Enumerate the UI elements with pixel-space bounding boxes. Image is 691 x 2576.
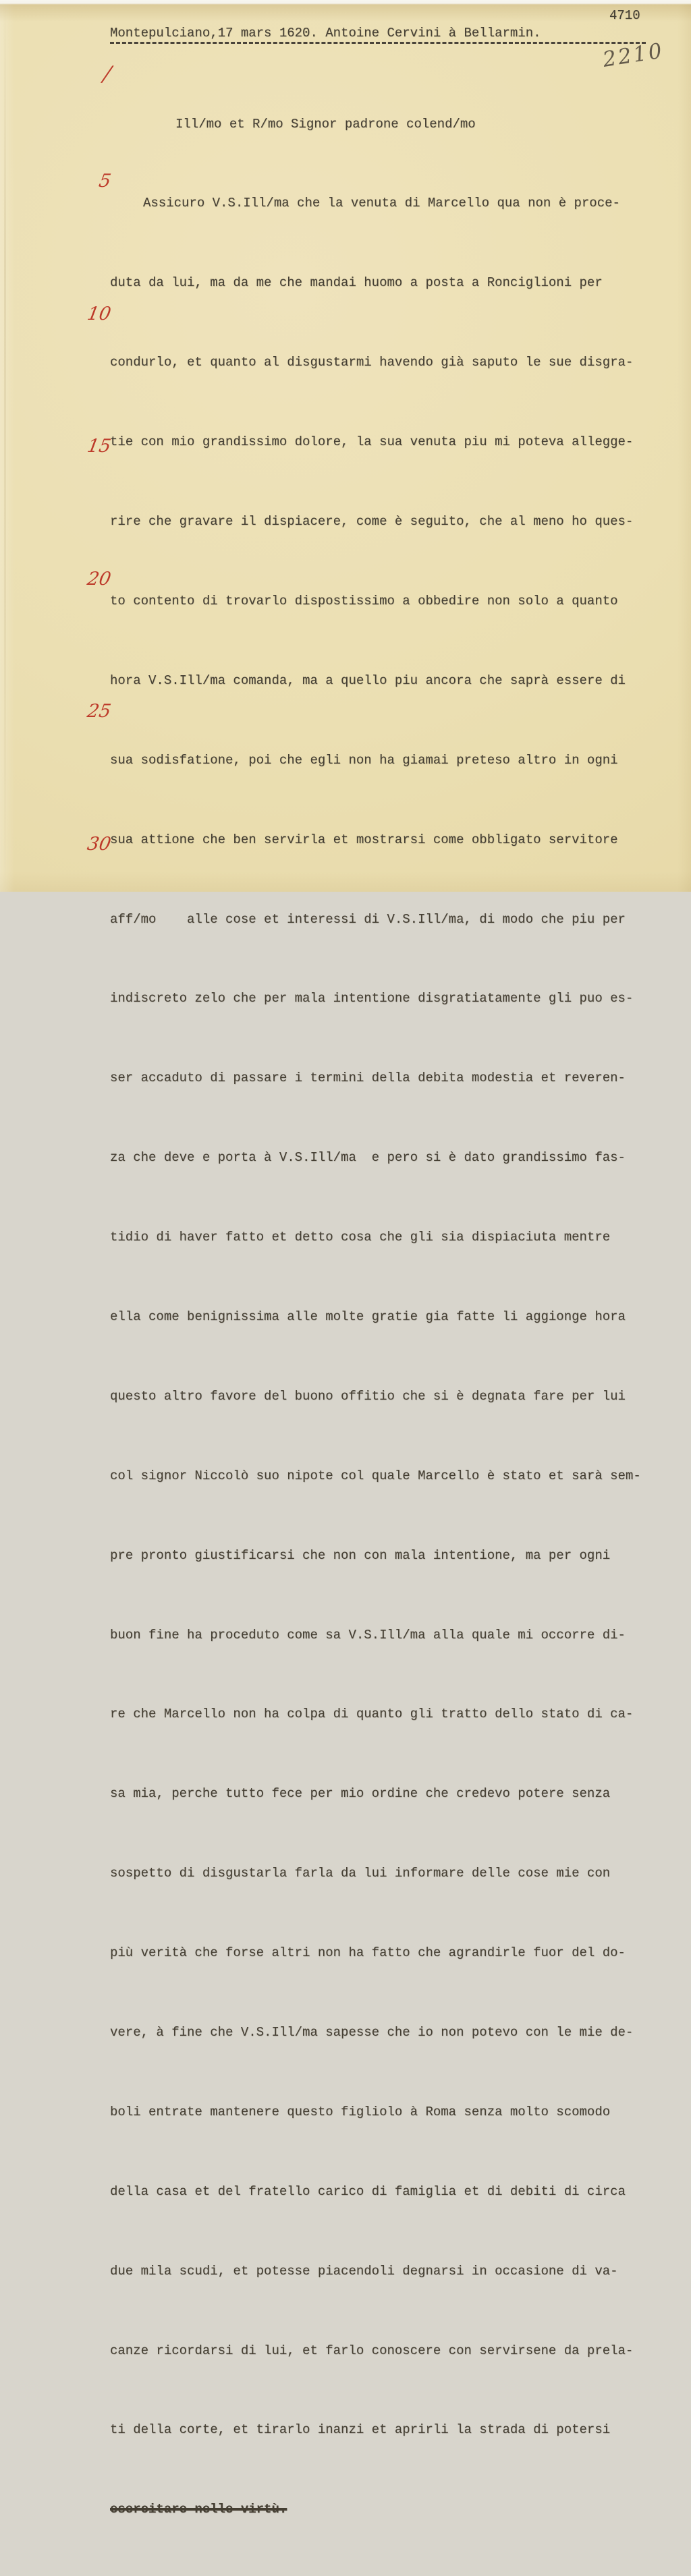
- letter-line: col signor Niccolò suo nipote col quale Marcello è stato et sarà sem-: [110, 1468, 641, 1483]
- folio-number: 4710: [609, 8, 640, 23]
- letter-line: più verità che forse altri non ha fatto che agrandirle fuor del do-: [110, 1945, 626, 1961]
- paper-crease: [4, 0, 6, 892]
- letter-line: re che Marcello non ha colpa di quanto gli tratto dello stato di ca-: [110, 1707, 634, 1722]
- letter-line: za che deve e porta à V.S.Ill/ma e pero si è dato grandissimo fas-: [110, 1150, 626, 1166]
- letter-line: pre pronto giustificarsi che non con mala intentione, ma per ogni: [110, 1547, 611, 1563]
- letter-line: indiscreto zelo che per mala intentione disgratiatamente gli puo es-: [110, 991, 634, 1006]
- margin-line-number-30: 30: [85, 834, 113, 855]
- margin-line-number-1: /: [101, 62, 113, 86]
- letter-line: vere, à fine che V.S.Ill/ma sapesse che io non potevo con le mie de-: [110, 2024, 634, 2040]
- letter-line: sua attione che ben servirla et mostrarsi come obbligato servitore: [110, 832, 618, 847]
- letter-line: sa mia, perche tutto fece per mio ordine che credevo potere senza: [110, 1786, 611, 1802]
- struck-closing-line: esercitare nelle virtù.: [110, 2502, 287, 2517]
- letter-line: Assicuro V.S.Ill/ma che la venuta di Marcello qua non è proce-: [143, 196, 620, 211]
- letter-line: duta da lui, ma da me che mandai huomo a posta a Ronciglioni per: [110, 275, 603, 291]
- letter-line: sua sodisfatione, poi che egli non ha giamai preteso altro in ogni: [110, 752, 618, 768]
- heading-dashed-underline: [110, 42, 646, 44]
- margin-line-number-10: 10: [85, 304, 113, 324]
- letter-line: sospetto di disgustarla farla da lui informare delle cose mie con: [110, 1866, 611, 1881]
- letter-line: condurlo, et quanto al disgustarmi havendo già saputo le sue disgra-: [110, 355, 634, 370]
- margin-line-number-25: 25: [85, 701, 113, 722]
- letter-line: aff/mo alle cose et interessi di V.S.Ill/ma, di modo che piu per: [110, 911, 626, 927]
- letter-line: ser accaduto di passare i termini della debita modestia et reveren-: [110, 1070, 626, 1086]
- margin-line-number-5: 5: [97, 171, 113, 192]
- margin-line-number-15: 15: [85, 436, 113, 457]
- letter-heading: Montepulciano,17 mars 1620. Antoine Cervini à Bellarmin.: [110, 26, 541, 40]
- letter-line: buon fine ha proceduto come sa V.S.Ill/ma alla quale mi occorre di-: [110, 1627, 626, 1642]
- letter-line: to contento di trovarlo dispostissimo a obbedire non solo a quanto: [110, 593, 618, 608]
- letter-line: canze ricordarsi di lui, et farlo conoscere con servirsene da prela-: [110, 2343, 634, 2358]
- letter-line: rire che gravare il dispiacere, come è seguito, che al meno ho ques-: [110, 514, 634, 529]
- letter-line: ti della corte, et tirarlo inanzi et aprirli la strada di potersi: [110, 2422, 611, 2438]
- letter-line: boli entrate mantenere questo figliolo à Roma senza molto scomodo: [110, 2104, 611, 2119]
- letter-line: due mila scudi, et potesse piacendoli degnarsi in occasione di va-: [110, 2263, 618, 2279]
- salutation-line: Ill/mo et R/mo Signor padrone colend/mo: [175, 116, 476, 132]
- archive-number-handwritten: 2210: [601, 38, 666, 72]
- letter-line: della casa et del fratello carico di famiglia et di debiti di circa: [110, 2183, 626, 2199]
- letter-line: tie con mio grandissimo dolore, la sua venuta piu mi poteva allegge-: [110, 434, 634, 450]
- letter-line: ella come benignissima alle molte gratie gia fatte li aggionge hora: [110, 1309, 626, 1324]
- letter-line: hora V.S.Ill/ma comanda, ma a quello piu ancora che saprà essere di: [110, 672, 626, 688]
- letter-line: questo altro favore del buono offitio che si è degnata fare per lui: [110, 1388, 626, 1404]
- letter-body: [110, 58, 670, 2576]
- letter-line: tidio di haver fatto et detto cosa che gli sia dispiaciuta mentre: [110, 1230, 611, 1245]
- margin-line-number-20: 20: [85, 569, 113, 590]
